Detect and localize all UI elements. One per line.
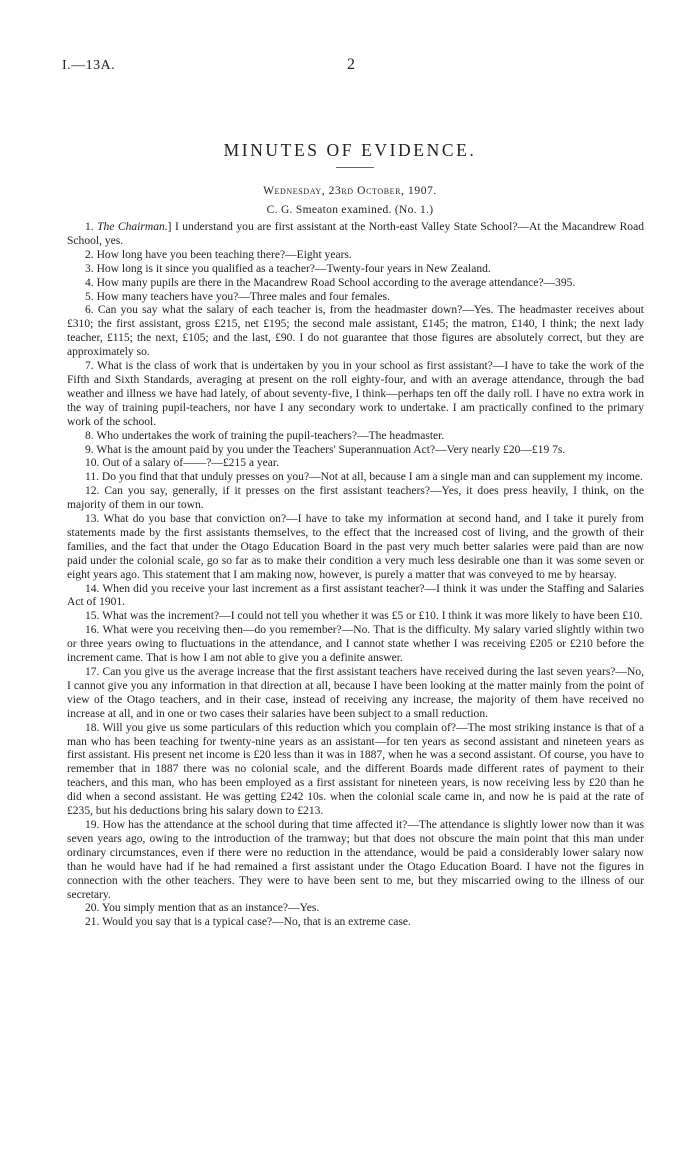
paragraph-number: 14. [85, 582, 100, 595]
paragraph-number: 18. [85, 721, 100, 734]
evidence-paragraph [67, 291, 644, 305]
evidence-paragraph [67, 430, 644, 444]
paragraph-text: Will you give us some particulars of this reduction which you complain of?—The most striking instance is that of a man who has been teaching for twenty-nine years as an assistant—for ten years as second assistant and nineteen years as first assistant. His present net income is £20 less than it was in 1887, when he was a second assistant. Of course, you have to remember that in 1887 there was no colonial scale, and the different Boards made different rates of payment to their teachers, and this man, who has been employed as a first assistant for nineteen years, is now receiving less by £20 than he did when a second assistant. He was getting £242 10s. when the colonial scale came in, and now he is paid at the rate of £235, but his deductions bring his salary down to £213. [67, 721, 645, 818]
evidence-paragraph [67, 457, 644, 471]
paragraph-number: 2. [85, 248, 94, 261]
page-number: 2 [347, 56, 355, 73]
paragraph-text: How long is it since you qualified as a teacher?—Twenty-four years in New Zealand. [96, 262, 491, 275]
paragraph-number: 3. [85, 262, 94, 275]
speaker-name: The Chairman. [97, 221, 168, 233]
paragraph-text: ] I understand you are first assistant at the North-east Valley State School?—At the Macandrew Road School, yes. [67, 221, 644, 247]
witness-line: C. G. Smeaton examined. (No. 1.) [266, 204, 434, 216]
paragraph-number: 12. [85, 485, 100, 498]
page-title: MINUTES OF EVIDENCE. [223, 140, 477, 160]
paragraph-text: Out of a salary of——?—£215 a year. [102, 457, 280, 470]
evidence-paragraph [67, 902, 644, 916]
evidence-body [67, 221, 644, 930]
date-line: Wednesday, 23rd October, 1907. [263, 185, 437, 197]
paragraph-text: Can you give us the average increase that the first assistant teachers have received during the last seven years?—No, I cannot give you any information in that direction at all, because I have been looking at the matter mainly from the point of view of the Otago teachers, and in their case, instead of receiving any increase, the majority of them have received no increase at all, and in one or two cases their salaries have been subject to a small reduction. [67, 666, 644, 720]
evidence-paragraph [67, 360, 644, 430]
paragraph-number: 16. [85, 624, 100, 637]
paragraph-text: Do you find that that unduly presses on you?—Not at all, because I am a single man and can supplement my income. [101, 471, 643, 484]
paragraph-number: 11. [85, 471, 100, 484]
document-reference: I.—13A. [62, 58, 116, 73]
paragraph-number: 13. [85, 513, 100, 526]
evidence-paragraph [67, 610, 644, 624]
paragraph-text: How many pupils are there in the Macandrew Road School according to the average attendance?—395. [96, 276, 576, 289]
evidence-paragraph [67, 221, 644, 249]
evidence-paragraph [67, 471, 644, 485]
evidence-paragraph [67, 263, 644, 277]
evidence-paragraph [67, 666, 644, 722]
paragraph-number: 10. [85, 457, 100, 470]
paragraph-text: How has the attendance at the school during that time affected it?—The attendance is slightly lower now than it was seven years ago, owing to the introduction of the tramway; but that does not obscure the main point that this man under ordinary circumstances, even if there were no reduction in the attendance, would be paid a considerably lower salary now than he would have had if he had remained a first assistant under the Otago Education Board. I have not the figures in connection with the other teachers. They were to have been sent to me, but they miscarried owing to the illness of our secretary. [67, 818, 645, 901]
paragraph-text: What is the class of work that is undertaken by you in your school as first assistant?—I have to take the work of the Fifth and Sixth Standards, averaging at present on the roll eighty-four, and with an average attendance, through the bad weather and illness we have had lately, of about seventy-five, I think—perhaps ten off the daily roll. I have no extra work in the way of training pupil-teachers, nor have I any secondary work to undertake. I am practically confined to the primary work of the school. [67, 360, 644, 428]
evidence-paragraph [67, 916, 644, 930]
paragraph-number: 7. [85, 360, 94, 373]
title-divider [336, 167, 374, 168]
paragraph-text: What was the increment?—I could not tell you whether it was £5 or £10. I think it was more likely to have been £10. [102, 610, 643, 623]
evidence-paragraph [67, 722, 644, 819]
paragraph-text: You simply mention that as an instance?—Yes. [101, 902, 320, 915]
paragraph-number: 9. [85, 443, 94, 456]
paragraph-number: 5. [85, 290, 94, 303]
paragraph-number: 21. [85, 916, 100, 929]
paragraph-text: Can you say, generally, if it presses on the first assistant teachers?—Yes, it does press heavily, I think, on the majority of them in our town. [67, 485, 644, 512]
evidence-paragraph [67, 624, 644, 666]
evidence-paragraph [67, 249, 644, 263]
paragraph-number: 17. [85, 666, 100, 678]
paragraph-text: How long have you been teaching there?—Eight years. [96, 248, 352, 261]
paragraph-number: 4. [85, 276, 94, 289]
paragraph-number: 19. [85, 818, 100, 831]
paragraph-number: 6. [85, 304, 94, 317]
paragraph-text: Can you say what the salary of each teacher is, from the headmaster down?—Yes. The headmaster receives about £310; the first assistant, gross £215, net £195; the second male assistant, £145; the matron, £140, I think; the next lady teacher, £115; the next, £105; and the last, £90. I do not guarantee that those figures are absolutely correct, but they are approximately so. [67, 304, 644, 359]
paragraph-text: What were you receiving then—do you remember?—No. That is the difficulty. My salary varied slightly within two or three years owing to fluctuations in the attendance, and I cannot state whether I was receiving £205 or £210 before the increment came. That is how I am not able to give you a definite answer. [67, 624, 644, 665]
evidence-paragraph [67, 304, 644, 360]
evidence-paragraph [67, 819, 644, 902]
paragraph-number: 1. [85, 221, 94, 233]
evidence-paragraph [67, 485, 644, 513]
evidence-paragraph [67, 513, 644, 583]
paragraph-text: How many teachers have you?—Three males and four females. [96, 290, 390, 303]
paragraph-number: 20. [85, 902, 100, 915]
paragraph-number: 8. [85, 429, 94, 442]
paragraph-text: Would you say that is a typical case?—No, that is an extreme case. [102, 916, 411, 929]
evidence-paragraph [67, 444, 644, 458]
paragraph-text: What is the amount paid by you under the Teachers' Superannuation Act?—Very nearly £20—£19 7s. [96, 443, 566, 456]
paragraph-text: What do you base that conviction on?—I have to take my information at second hand, and I take it purely from statements made by the first assistants themselves, to the effect that the increased cost of living, and the growth of their families, and the fact that under the Otago Education Board in the past very much better salaries were paid than are now paid under the colonial scale, go so far as to make their condition a very much less desirable one than it was some seven or eight years ago. This statement that I am making now, however, is purely a matter that was conveyed to me by hearsay. [67, 513, 644, 581]
paragraph-text: Who undertakes the work of training the pupil-teachers?—The headmaster. [96, 429, 445, 442]
paragraph-text: When did you receive your last increment as a first assistant teacher?—I think it was under the Staffing and Salaries Act of 1901. [67, 582, 644, 609]
paragraph-number: 15. [85, 610, 100, 623]
evidence-paragraph [67, 583, 644, 611]
evidence-paragraph [67, 277, 644, 291]
